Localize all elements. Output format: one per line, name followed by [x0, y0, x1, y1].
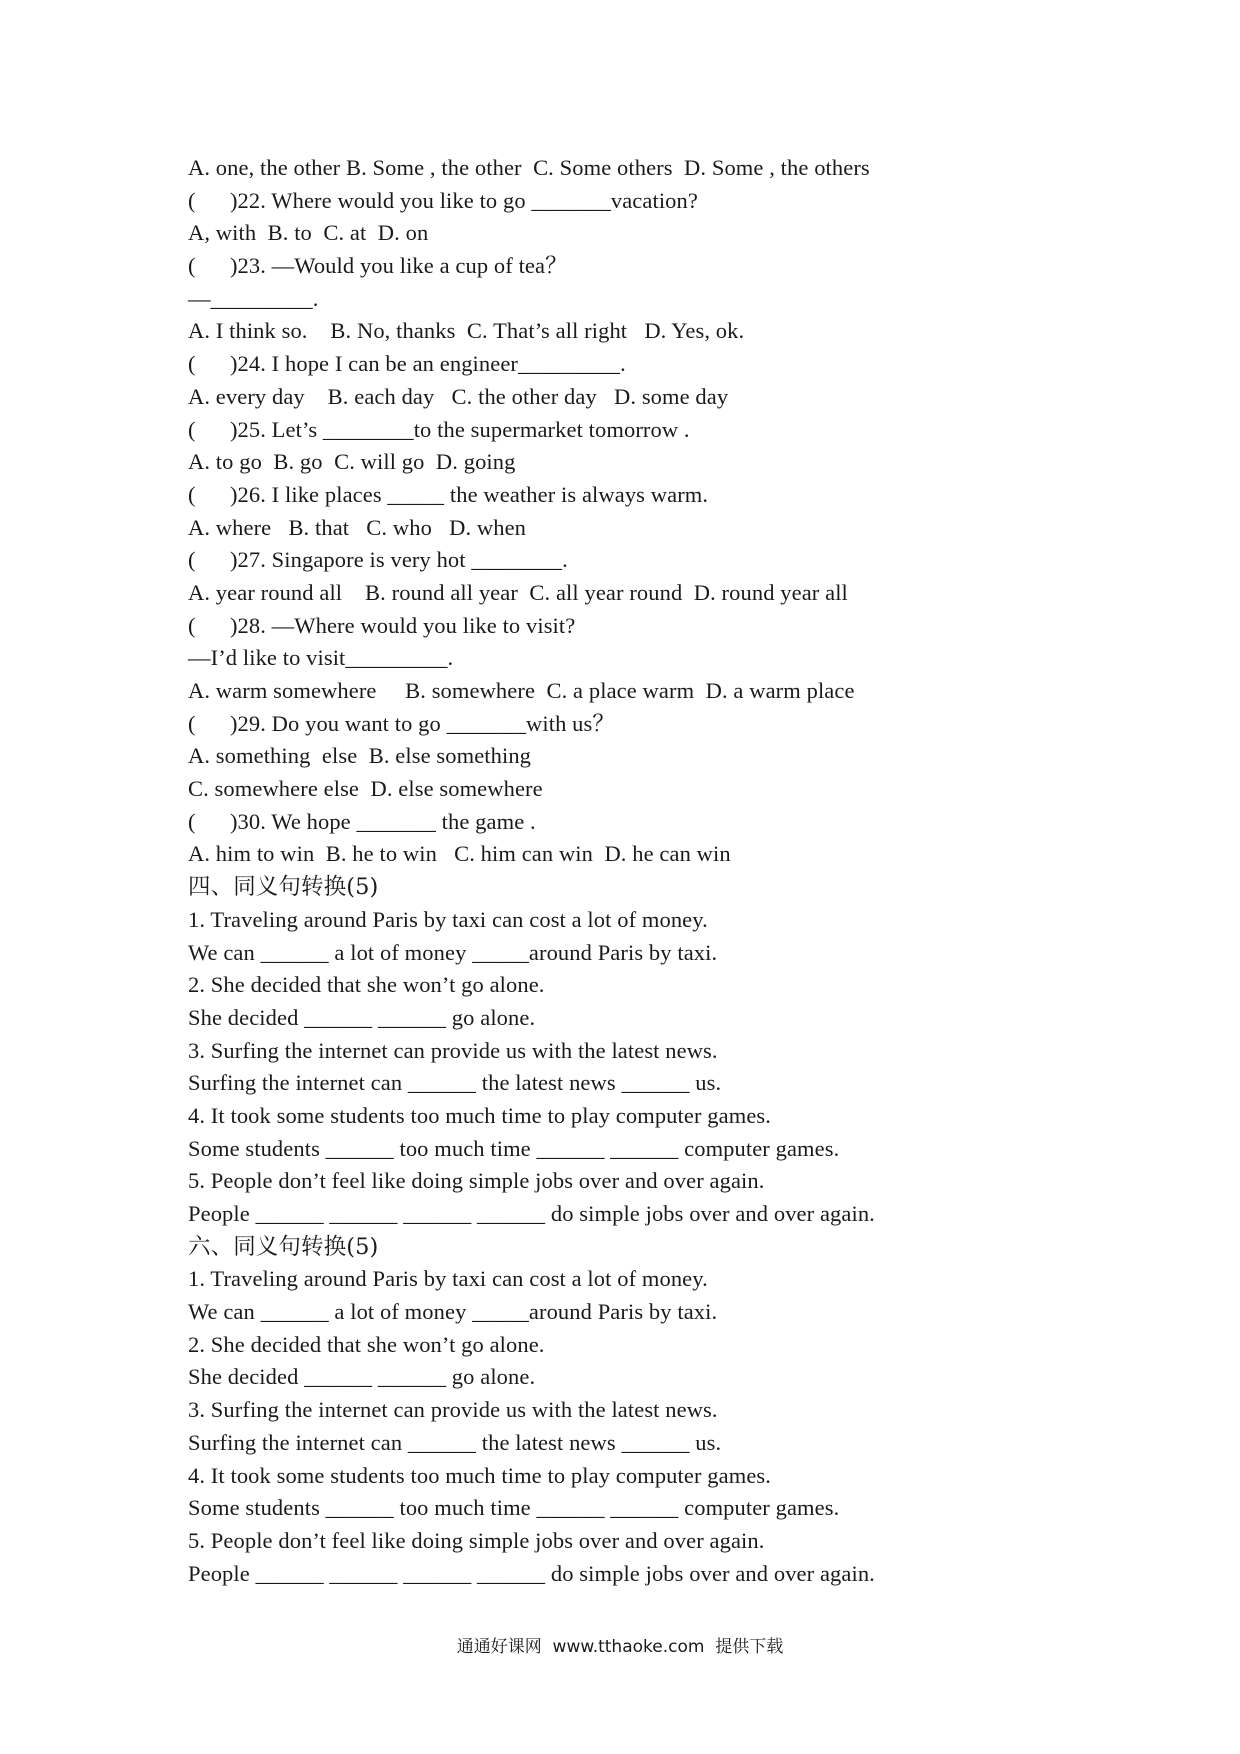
question-25: ( )25. Let’s ________to the supermarket tomorrow . — [188, 416, 690, 442]
answer-options-29-ab: A. something else B. else something — [188, 743, 532, 769]
question-27: ( )27. Singapore is very hot ________. — [188, 547, 568, 573]
question-22: ( )22. Where would you like to go _______vacation? — [188, 187, 698, 213]
question-23-reply: —_________. — [188, 285, 319, 311]
sentence-3-original: 3. Surfing the internet can provide us with the latest news. — [188, 1397, 718, 1423]
sentence-2-original: 2. She decided that she won’t go alone. — [188, 1331, 545, 1357]
sentence-4-rewrite: Some students ______ too much time ______ ______ computer games. — [188, 1495, 840, 1521]
answer-options-29-cd: C. somewhere else D. else somewhere — [188, 776, 543, 802]
sentence-5-original: 5. People don’t feel like doing simple jobs over and over again. — [188, 1527, 765, 1553]
sentence-5-rewrite: People ______ ______ ______ ______ do simple jobs over and over again. — [188, 1201, 875, 1226]
answer-options-22: A, with B. to C. at D. on — [188, 220, 429, 246]
question-29: ( )29. Do you want to go _______with us？ — [188, 710, 615, 736]
question-30: ( )30. We hope _______ the game . — [188, 808, 536, 834]
question-24: ( )24. I hope I can be an engineer_________. — [188, 351, 626, 377]
page-footer: 通通好课网 www.tthaoke.com 提供下载 — [456, 1637, 784, 1657]
question-26: ( )26. I like places _____ the weather is always warm. — [188, 481, 709, 507]
sentence-4-original: 4. It took some students too much time to play computer games. — [188, 1462, 771, 1488]
answer-options-24: A. every day B. each day C. the other day D. some day — [188, 383, 729, 409]
sentence-3-rewrite: Surfing the internet can ______ the latest news ______ us. — [188, 1429, 722, 1455]
answer-options-27: A. year round all B. round all year C. all year round D. round year all — [188, 579, 848, 605]
sentence-2-rewrite: She decided ______ ______ go alone. — [188, 1004, 536, 1030]
sentence-2-original: 2. She decided that she won’t go alone. — [188, 972, 545, 998]
sentence-1-rewrite: We can ______ a lot of money _____around Paris by taxi. — [188, 1299, 718, 1325]
answer-options-30: A. him to win B. he to win C. him can win D. he can win — [188, 841, 731, 867]
sentence-4-rewrite: Some students ______ too much time ______ ______ computer games. — [188, 1135, 840, 1161]
section-heading-six: 六、同义句转换(5) — [188, 1233, 379, 1260]
answer-options-28: A. warm somewhere B. somewhere C. a place warm D. a warm place — [188, 678, 855, 703]
sentence-5-rewrite: People ______ ______ ______ ______ do simple jobs over and over again. — [188, 1560, 875, 1586]
sentence-2-rewrite: She decided ______ ______ go alone. — [188, 1364, 536, 1390]
question-23: ( )23. —Would you like a cup of tea？ — [188, 253, 568, 279]
answer-options-25: A. to go B. go C. will go D. going — [188, 449, 516, 475]
sentence-1-original: 1. Traveling around Paris by taxi can cost a lot of money. — [188, 906, 708, 932]
answer-options-21: A. one, the other B. Some , the other C. Some others D. Some , the others — [188, 155, 870, 180]
sentence-3-rewrite: Surfing the internet can ______ the latest news ______ us. — [188, 1070, 722, 1096]
sentence-4-original: 4. It took some students too much time to play computer games. — [188, 1102, 771, 1128]
sentence-5-original: 5. People don’t feel like doing simple jobs over and over again. — [188, 1168, 765, 1194]
worksheet-page — [188, 152, 1188, 1590]
sentence-3-original: 3. Surfing the internet can provide us with the latest news. — [188, 1037, 718, 1063]
answer-options-26: A. where B. that C. who D. when — [188, 514, 527, 540]
section-heading-four: 四、同义句转换(5) — [188, 874, 379, 901]
answer-options-23: A. I think so. B. No, thanks C. That’s all right D. Yes, ok. — [188, 318, 745, 344]
question-28-reply: —I’d like to visit_________. — [188, 645, 454, 671]
question-28: ( )28. —Where would you like to visit? — [188, 612, 576, 638]
sentence-1-original: 1. Traveling around Paris by taxi can cost a lot of money. — [188, 1266, 708, 1292]
sentence-1-rewrite: We can ______ a lot of money _____around Paris by taxi. — [188, 939, 718, 965]
